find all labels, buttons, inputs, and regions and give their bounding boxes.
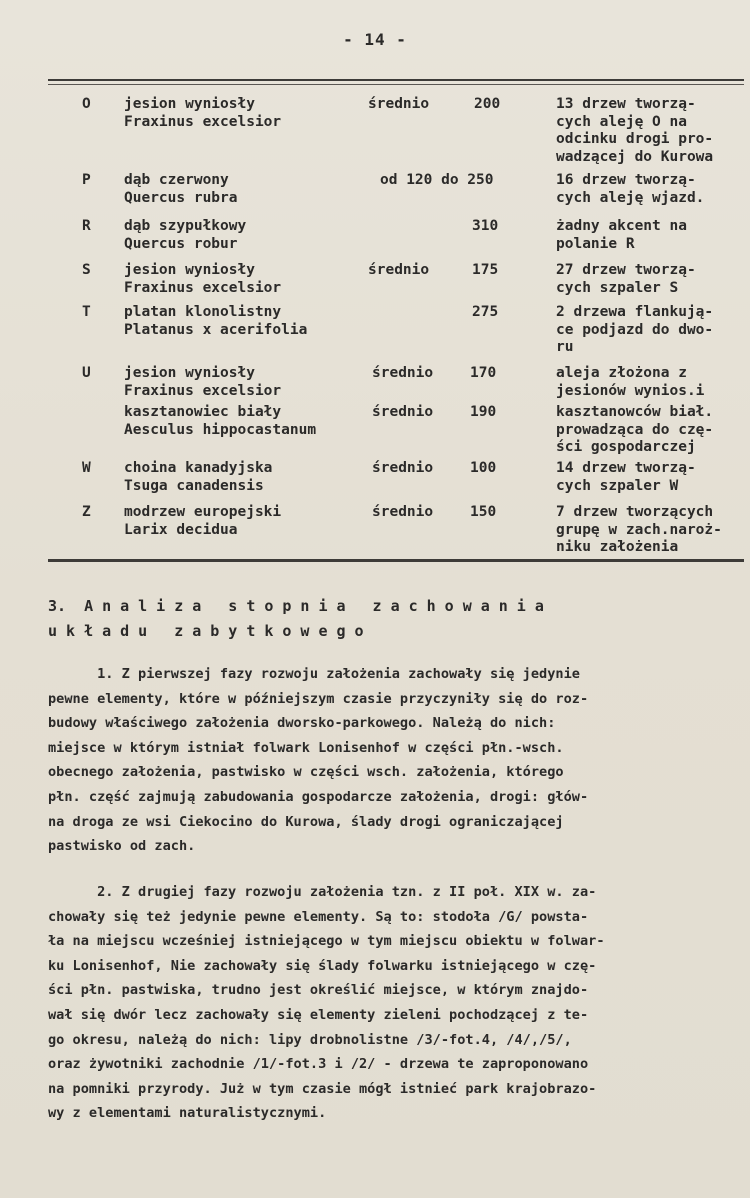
size-value: 190 <box>470 404 497 420</box>
tree-name: kasztanowiec biały Aesculus hippocastanum <box>124 404 317 438</box>
section-heading <box>48 594 553 644</box>
table-top-rule-thin <box>48 84 744 85</box>
size-value: 170 <box>470 365 497 381</box>
paragraph-2: 2. Z drugiej fazy rozwoju założenia tzn. z II poł. XIX w. za- chowały się też jedynie pewne elementy. Są to: stodoła /G/ powsta- ła na miejscu wcześniej istniejącego w tym miejscu obiektu w folwar- ku Lonisenhof, Nie zachowały się ślady folwarku istniejącego w czę- ści płn. pastwiska, trudno jest określić miejsce, w którym znajdo- wał się dwór lecz zachowały się elementy zieleni pochodzącej z te- go okresu, należą do nich: lipy drobnolistne /3/-fot.4, /4/,/5/, oraz żywotniki zachodnie /1/-fot.3 i /2/ - drzewa te zaproponowano na pomniki przyrody. Już w tym czasie mógł istnieć park krajobrazo- wy z elementami naturalistycznymi. <box>48 884 605 1122</box>
section-title: Analiza stopnia zachowania układu zabytkowego <box>48 597 553 640</box>
row-letter: P <box>82 172 91 188</box>
qualifier: średnio <box>368 262 430 278</box>
row-letter: O <box>82 96 91 112</box>
note: 2 drzewa flankują- ce podjazd do dwo- ru <box>556 304 714 355</box>
note: kasztanowców biał. prowadząca do czę- ści gospodarczej <box>556 404 714 455</box>
qualifier: średnio <box>368 96 430 112</box>
size-value: 100 <box>470 460 497 476</box>
size-value: 310 <box>472 218 499 234</box>
note: 13 drzew tworzą- cych aleję O na odcinku drogi pro- wadzącej do Kurowa <box>556 96 714 165</box>
tree-name: modrzew europejski Larix decidua <box>124 504 282 538</box>
note: aleja złożona z jesionów wynios.i <box>556 365 705 399</box>
row-letter: W <box>82 460 91 476</box>
note: 27 drzew tworzą- cych szpaler S <box>556 262 696 296</box>
page-number: - 14 - <box>343 30 407 49</box>
qualifier: średnio <box>372 460 434 476</box>
tree-table <box>0 90 750 560</box>
tree-name: platan klonolistny Platanus x acerifolia <box>124 304 308 338</box>
qualifier: od 120 do 250 <box>380 172 494 188</box>
section-number: 3. <box>48 597 67 615</box>
note: 14 drzew tworzą- cych szpaler W <box>556 460 696 494</box>
row-letter: T <box>82 304 91 320</box>
note: żadny akcent na polanie R <box>556 218 687 252</box>
size-value: 200 <box>474 96 501 112</box>
tree-name: dąb czerwony Quercus rubra <box>124 172 238 206</box>
note: 16 drzew tworzą- cych aleję wjazd. <box>556 172 705 206</box>
tree-name: dąb szypułkowy Quercus robur <box>124 218 247 252</box>
table-top-rule <box>48 79 744 81</box>
size-value: 175 <box>472 262 499 278</box>
qualifier: średnio <box>372 365 434 381</box>
row-letter: S <box>82 262 91 278</box>
qualifier: średnio <box>372 504 434 520</box>
size-value: 275 <box>472 304 499 320</box>
tree-name: jesion wyniosły Fraxinus excelsior <box>124 262 282 296</box>
tree-name: jesion wyniosły Fraxinus excelsior <box>124 365 282 399</box>
tree-name: jesion wyniosły Fraxinus excelsior <box>124 96 282 130</box>
size-value: 150 <box>470 504 497 520</box>
table-bottom-rule <box>48 559 744 562</box>
tree-name: choina kanadyjska Tsuga canadensis <box>124 460 273 494</box>
paragraph-1: 1. Z pierwszej fazy rozwoju założenia zachowały się jedynie pewne elementy, które w późniejszym czasie przyczyniły się do roz- budowy właściwego założenia dworsko-parkowego. Należą do nich: miejsce w którym istniał folwark Lonisenhof w części płn.-wsch. obecnego założenia, pastwisko w części wsch. założenia, którego płn. część zajmują zabudowania gospodarcze założenia, drogi: głów- na droga ze wsi Ciekocino do Kurowa, ślady drogi ograniczającej pastwisko od zach. <box>48 666 589 855</box>
row-letter: Z <box>82 504 91 520</box>
row-letter: U <box>82 365 91 381</box>
qualifier: średnio <box>372 404 434 420</box>
note: 7 drzew tworzących grupę w zach.naroż- niku założenia <box>556 504 722 555</box>
row-letter: R <box>82 218 91 234</box>
